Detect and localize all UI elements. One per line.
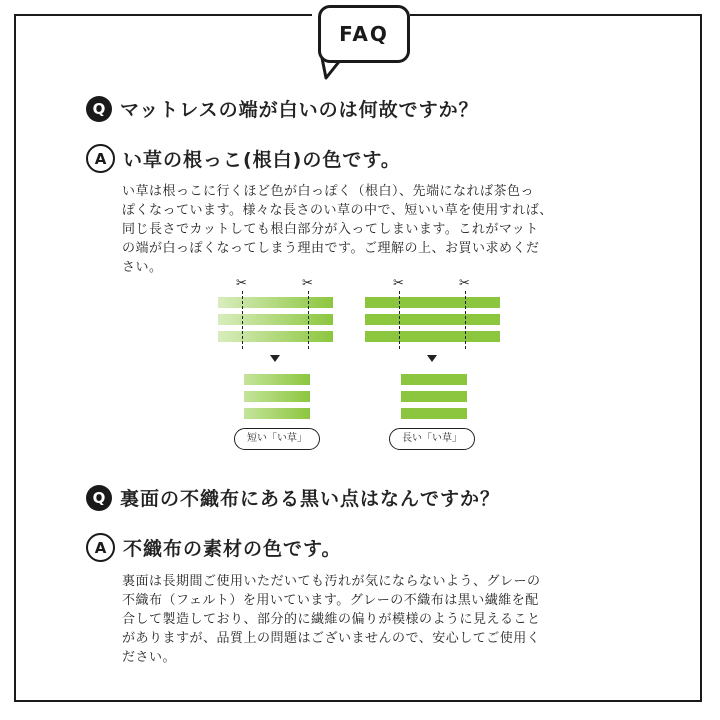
cut-line bbox=[399, 291, 400, 349]
cut-stripe bbox=[401, 374, 467, 385]
answer-title: 不織布の素材の色です。 bbox=[123, 538, 342, 560]
question-1 bbox=[86, 95, 479, 122]
scissors-icon: ✂ bbox=[236, 276, 247, 291]
answer-line: がありますが、品質上の問題はございませんので、安心してご使用く bbox=[122, 631, 541, 646]
answer-1-title bbox=[86, 144, 401, 173]
answer-line: 合して製造しており、部分的に繊維の偏りが模様のように見えること bbox=[122, 612, 541, 627]
rush-stripe bbox=[218, 297, 333, 308]
cut-line bbox=[308, 291, 309, 349]
answer-line: さい。 bbox=[122, 260, 163, 275]
cut-stripe bbox=[244, 391, 310, 402]
scissors-icon: ✂ bbox=[393, 276, 404, 291]
rush-stripe bbox=[218, 331, 333, 342]
answer-line: 不織布（フェルト）を用いています。グレーの不織布は黒い繊維を配 bbox=[122, 593, 539, 608]
answer-line: い草は根っこに行くほど色が白っぽく（根白）、先端になれば茶色っ bbox=[122, 184, 535, 199]
cut-stripe bbox=[401, 391, 467, 402]
question-2 bbox=[86, 484, 500, 511]
faq-heading-bubble bbox=[318, 5, 410, 63]
rush-stripe bbox=[365, 331, 500, 342]
cut-line bbox=[242, 291, 243, 349]
rush-stripe bbox=[218, 314, 333, 325]
rush-stripe bbox=[365, 297, 500, 308]
question-text: 裏面の不織布にある黒い点はなんですか？ bbox=[120, 488, 501, 510]
answer-line: ぽくなっています。様々な長さのい草の中で、短いい草を使用すれば、 bbox=[122, 203, 553, 218]
arrow-down-icon bbox=[427, 355, 437, 362]
short-rush-diagram bbox=[218, 275, 338, 455]
answer-line: 裏面は長期間ご使用いただいても汚れが気にならないよう、グレーの bbox=[122, 574, 541, 589]
answer-1-body bbox=[122, 182, 652, 277]
answer-line: ださい。 bbox=[122, 650, 177, 665]
question-badge: Q bbox=[86, 485, 112, 511]
arrow-down-icon bbox=[270, 355, 280, 362]
answer-2-body bbox=[122, 572, 652, 667]
answer-line: の端が白っぽくなってしまう理由です。ご理解の上、お買い求めくだ bbox=[122, 241, 540, 256]
cut-line bbox=[465, 291, 466, 349]
long-rush-diagram bbox=[365, 275, 505, 455]
question-text: マットレスの端が白いのは何故ですか？ bbox=[120, 99, 479, 121]
scissors-icon: ✂ bbox=[459, 276, 470, 291]
answer-badge: A bbox=[86, 533, 115, 562]
cut-stripe bbox=[244, 408, 310, 419]
cut-stripe bbox=[244, 374, 310, 385]
answer-title: い草の根っこ(根白)の色です。 bbox=[123, 149, 401, 171]
question-badge: Q bbox=[86, 96, 112, 122]
faq-title: FAQ bbox=[339, 22, 389, 46]
answer-2-title bbox=[86, 533, 341, 562]
answer-badge: A bbox=[86, 144, 115, 173]
rush-stripe bbox=[365, 314, 500, 325]
short-rush-label: 短い「い草」 bbox=[234, 428, 320, 450]
scissors-icon: ✂ bbox=[302, 276, 313, 291]
answer-line: 同じ長さでカットしても根白部分が入ってしまいます。これがマット bbox=[122, 222, 539, 237]
long-rush-label: 長い「い草」 bbox=[389, 428, 475, 450]
cut-stripe bbox=[401, 408, 467, 419]
